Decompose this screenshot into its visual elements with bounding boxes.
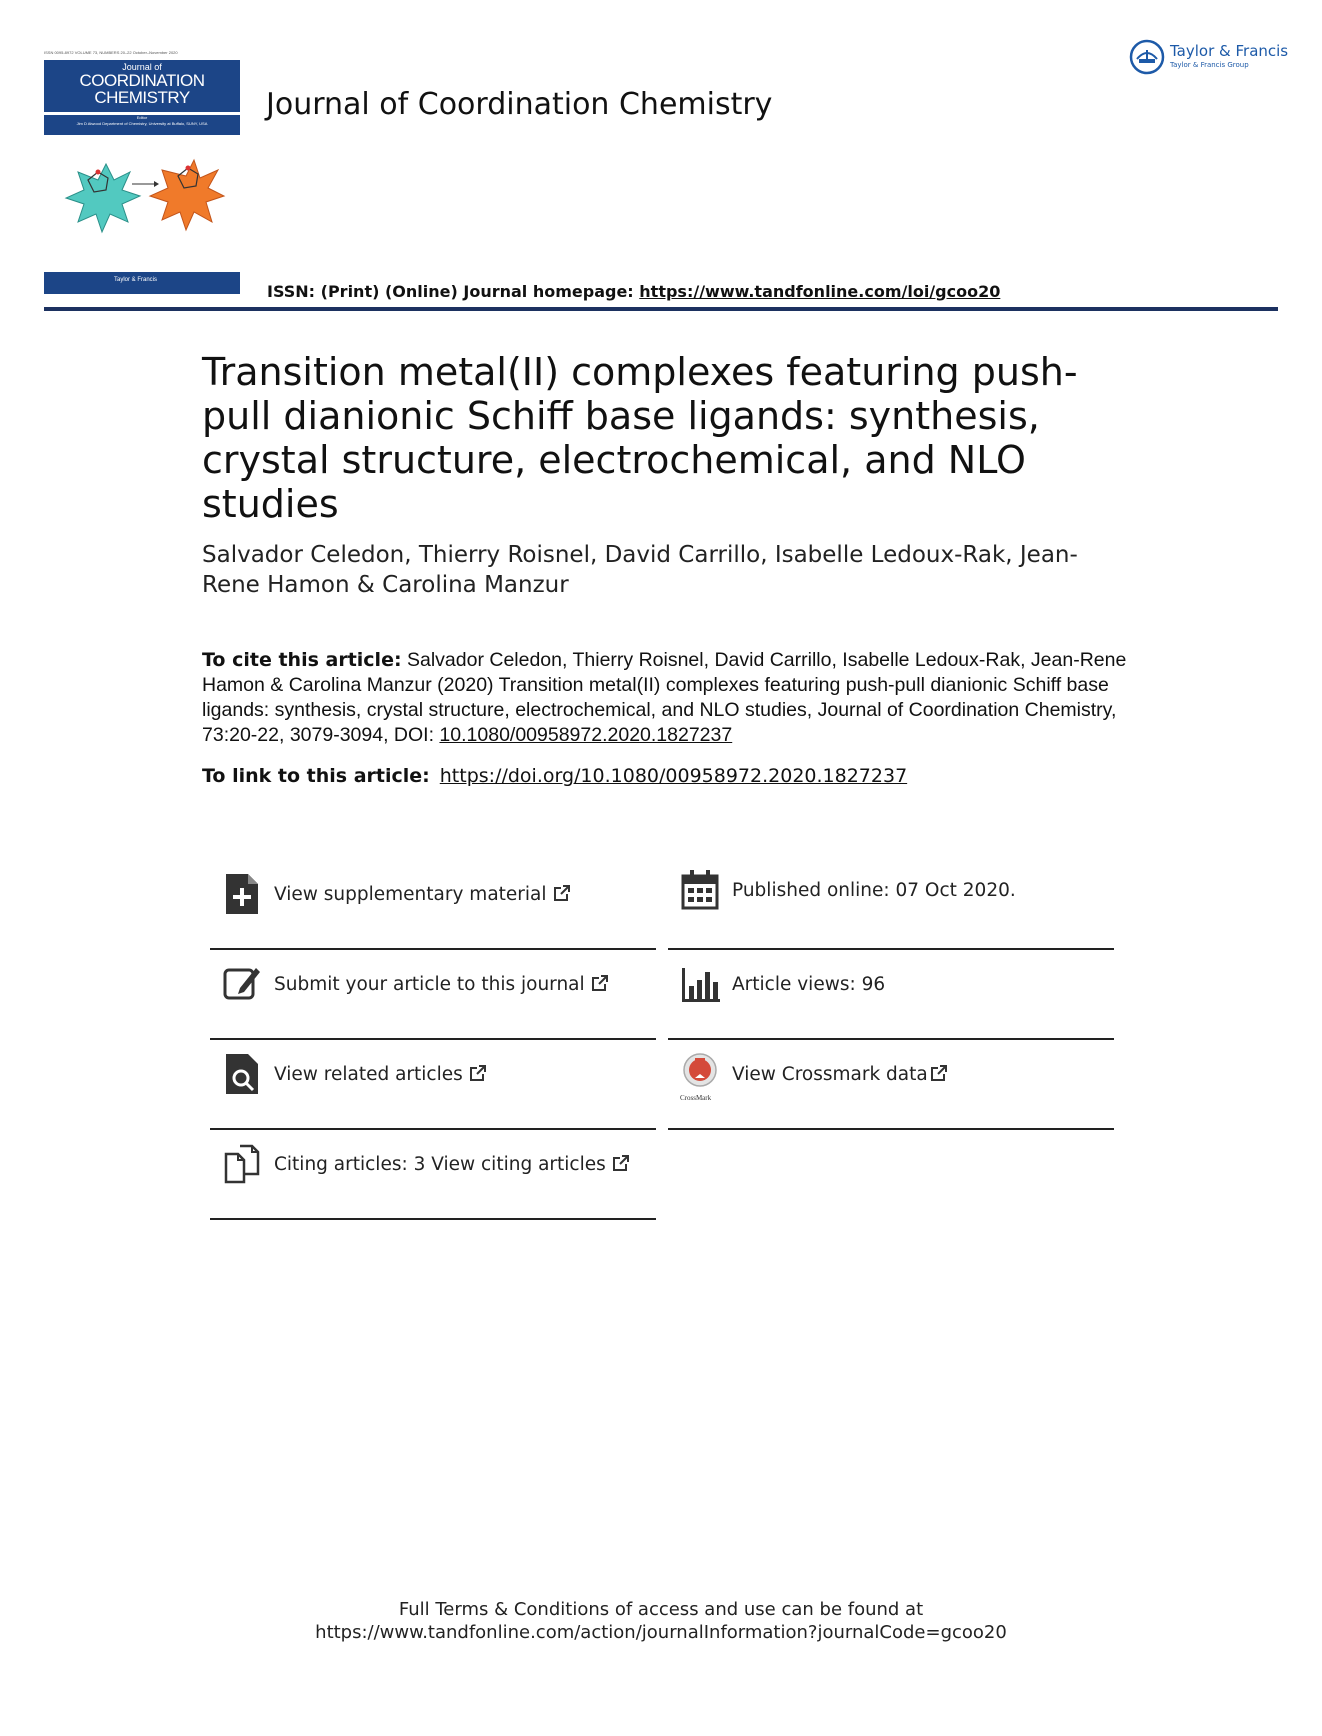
divider <box>668 1038 1114 1040</box>
publisher-logo-icon <box>1128 38 1166 76</box>
header-divider <box>44 307 1278 311</box>
cover-publisher-band <box>44 272 240 294</box>
divider <box>210 1218 656 1220</box>
cover-editor-text: Jim D Atwood Department of Chemistry, University at Buffalo, SUNY, USA <box>76 121 208 126</box>
file-add-icon <box>222 872 262 916</box>
journal-homepage-link[interactable]: https://www.tandfonline.com/loi/gcoo20 <box>639 282 1001 301</box>
citation-block <box>202 648 1142 748</box>
cite-doi-link[interactable]: 10.1080/00958972.2020.1827237 <box>439 724 733 746</box>
crossmark-text: View Crossmark data <box>732 1064 928 1085</box>
cover-title-line1: COORDINATION <box>79 71 205 90</box>
divider <box>210 1038 656 1040</box>
divider <box>668 1128 1114 1130</box>
copy-documents-icon <box>222 1142 262 1186</box>
related-text: View related articles <box>274 1064 463 1085</box>
external-link-icon <box>553 884 571 902</box>
external-link-icon <box>591 974 609 992</box>
cover-brand: Taylor & Francis <box>114 277 158 283</box>
publisher-group: Taylor & Francis Group <box>1170 61 1249 69</box>
divider <box>668 948 1114 950</box>
published-label: Published online: 07 Oct 2020. <box>732 880 1016 901</box>
footer <box>0 1598 1322 1644</box>
issn-line <box>267 282 1000 301</box>
published-date <box>668 868 1114 958</box>
article-doi-link[interactable]: https://doi.org/10.1080/00958972.2020.1827237 <box>439 765 908 787</box>
footer-terms-url[interactable]: https://www.tandfonline.com/action/journalInformation?journalCode=gcoo20 <box>315 1622 1007 1643</box>
calendar-icon <box>680 868 720 912</box>
supplementary-label <box>274 884 571 905</box>
cover-title-band <box>44 60 240 112</box>
crossmark-icon <box>680 1052 720 1096</box>
crossmark-label <box>732 1064 948 1085</box>
publisher-name: Taylor & Francis <box>1170 42 1289 60</box>
external-link-icon <box>930 1064 948 1082</box>
divider <box>210 1128 656 1130</box>
cite-label: To cite this article: <box>202 649 402 671</box>
external-link-icon <box>469 1064 487 1082</box>
article-title: Transition metal(II) complexes featuring push-pull dianionic Schiff base ligands: synthesis, crystal structure, electrochemical, and NLO studies <box>202 350 1078 526</box>
cover-molecule-art <box>58 150 228 240</box>
bar-chart-icon <box>680 962 720 1006</box>
cover-editor-label: Editor <box>136 115 148 120</box>
article-authors: Salvador Celedon, Thierry Roisnel, David Carrillo, Isabelle Ledoux-Rak, Jean-Rene Hamon & Carolina Manzur <box>202 542 1078 598</box>
related-label <box>274 1064 487 1085</box>
edit-icon <box>222 962 262 1006</box>
journal-title: Journal of Coordination Chemistry <box>266 87 773 122</box>
search-document-icon <box>222 1052 262 1096</box>
article-link-line <box>202 765 907 787</box>
crossmark-caption: CrossMark <box>680 1094 712 1102</box>
cite-text: Salvador Celedon, Thierry Roisnel, David Carrillo, Isabelle Ledoux-Rak, Jean-Rene Hamon & Carolina Manzur (2020) Transition metal(II) complexes featuring push-pull dianionic Schiff base ligands: synthesis, crystal structure, electrochemical, and NLO studies, Journal of Coordination Chemistry, 73:20-22, 3079-3094, DOI: <box>202 649 1127 746</box>
citing-text: Citing articles: 3 View citing articles <box>274 1154 606 1175</box>
journal-cover[interactable] <box>44 50 240 296</box>
issn-prefix: ISSN: (Print) (Online) Journal homepage: <box>267 282 640 301</box>
publisher-logo[interactable] <box>1128 38 1288 78</box>
footer-terms: Full Terms & Conditions of access and use can be found at <box>398 1599 924 1620</box>
cover-title-line2: CHEMISTRY <box>94 88 190 107</box>
external-link-icon <box>612 1154 630 1172</box>
cover-issue-line: ISSN 0095-8972 VOLUME 73, NUMBERS 20–22 October–November 2020 <box>44 50 178 55</box>
cover-journal-of: Journal of <box>122 62 162 72</box>
divider <box>210 948 656 950</box>
submit-label <box>274 974 609 995</box>
citing-label <box>274 1154 630 1175</box>
link-label: To link to this article: <box>202 765 430 787</box>
submit-text: Submit your article to this journal <box>274 974 585 995</box>
cover-editor-band <box>44 115 240 135</box>
views-label: Article views: 96 <box>732 974 886 995</box>
supplementary-text: View supplementary material <box>274 884 547 905</box>
